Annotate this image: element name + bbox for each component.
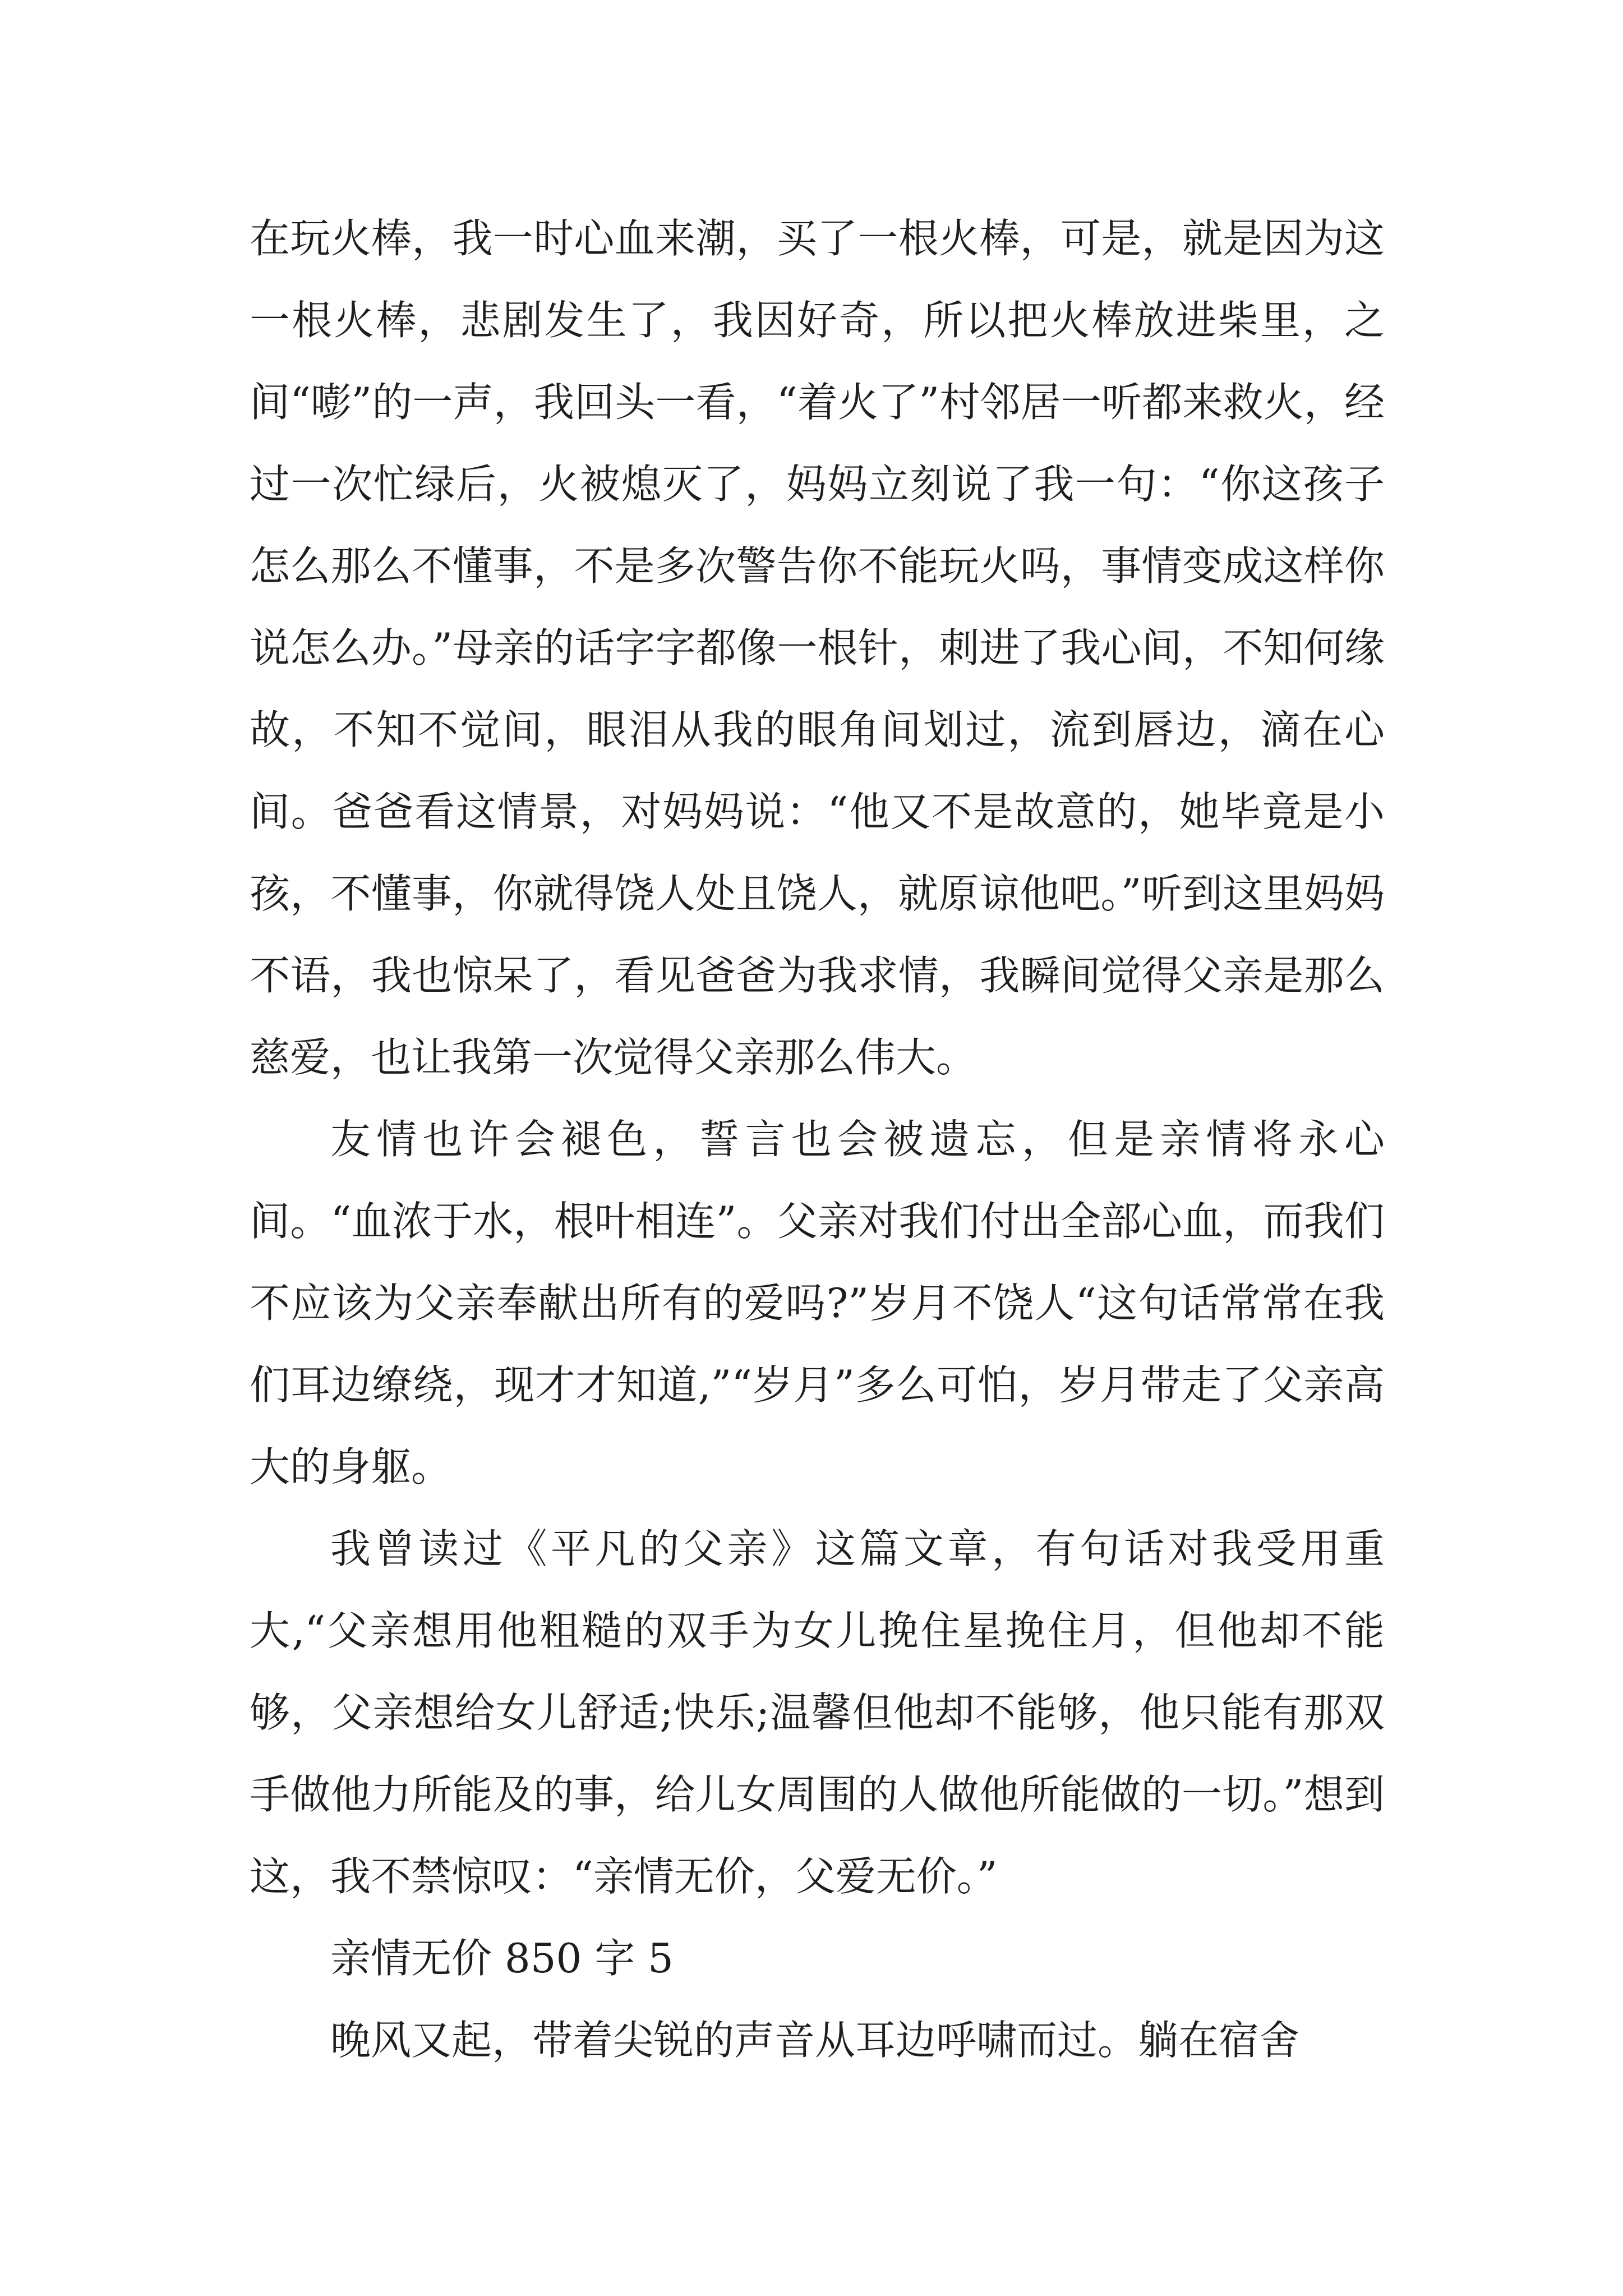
section-heading: 亲情无价 850 字 5 <box>330 1935 674 1982</box>
article-body <box>250 197 1385 2081</box>
paragraph-evening-wind: 晚风又起，带着尖锐的声音从耳边呼啸而过。躺在宿舍 <box>330 2017 1300 2064</box>
paragraph-ordinary-father: 我曾读过《平凡的父亲》这篇文章，有句话对我受用重大,“父亲想用他粗糙的双手为女儿挽住星挽住月，但他却不能够，父亲想给女儿舒适;快乐;温馨但他却不能够，他只能有那双手做他力所能及的事，给儿女周围的人做他所能做的一切。”想到这，我不禁惊叹：“亲情无价，父爱无价。” <box>250 1525 1385 1900</box>
paragraph-family-love: 友情也许会褪色，誓言也会被遗忘，但是亲情将永心间。“血浓于水，根叶相连”。父亲对我们付出全部心血，而我们不应该为父亲奉献出所有的爱吗?”岁月不饶人“这句话常常在我们耳边缭绕，现才才知道,”“岁月”多么可怕，岁月带走了父亲高大的身躯。 <box>250 1116 1385 1490</box>
paragraph-fire-story: 在玩火棒，我一时心血来潮，买了一根火棒，可是，就是因为这一根火棒，悲剧发生了，我因好奇，所以把火棒放进柴里，之间“嘭”的一声，我回头一看，“着火了”村邻居一听都来救火，经过一次忙绿后，火被熄灭了，妈妈立刻说了我一句：“你这孩子怎么那么不懂事，不是多次警告你不能玩火吗，事情变成这样你说怎么办。”母亲的话字字都像一根针，刺进了我心间，不知何缘故，不知不觉间，眼泪从我的眼角间划过，流到唇边，滴在心间。爸爸看这情景，对妈妈说：“他又不是故意的，她毕竟是小孩，不懂事，你就得饶人处且饶人，就原谅他吧。”听到这里妈妈不语，我也惊呆了，看见爸爸为我求情，我瞬间觉得父亲是那么慈爱，也让我第一次觉得父亲那么伟大。 <box>250 215 1385 1081</box>
